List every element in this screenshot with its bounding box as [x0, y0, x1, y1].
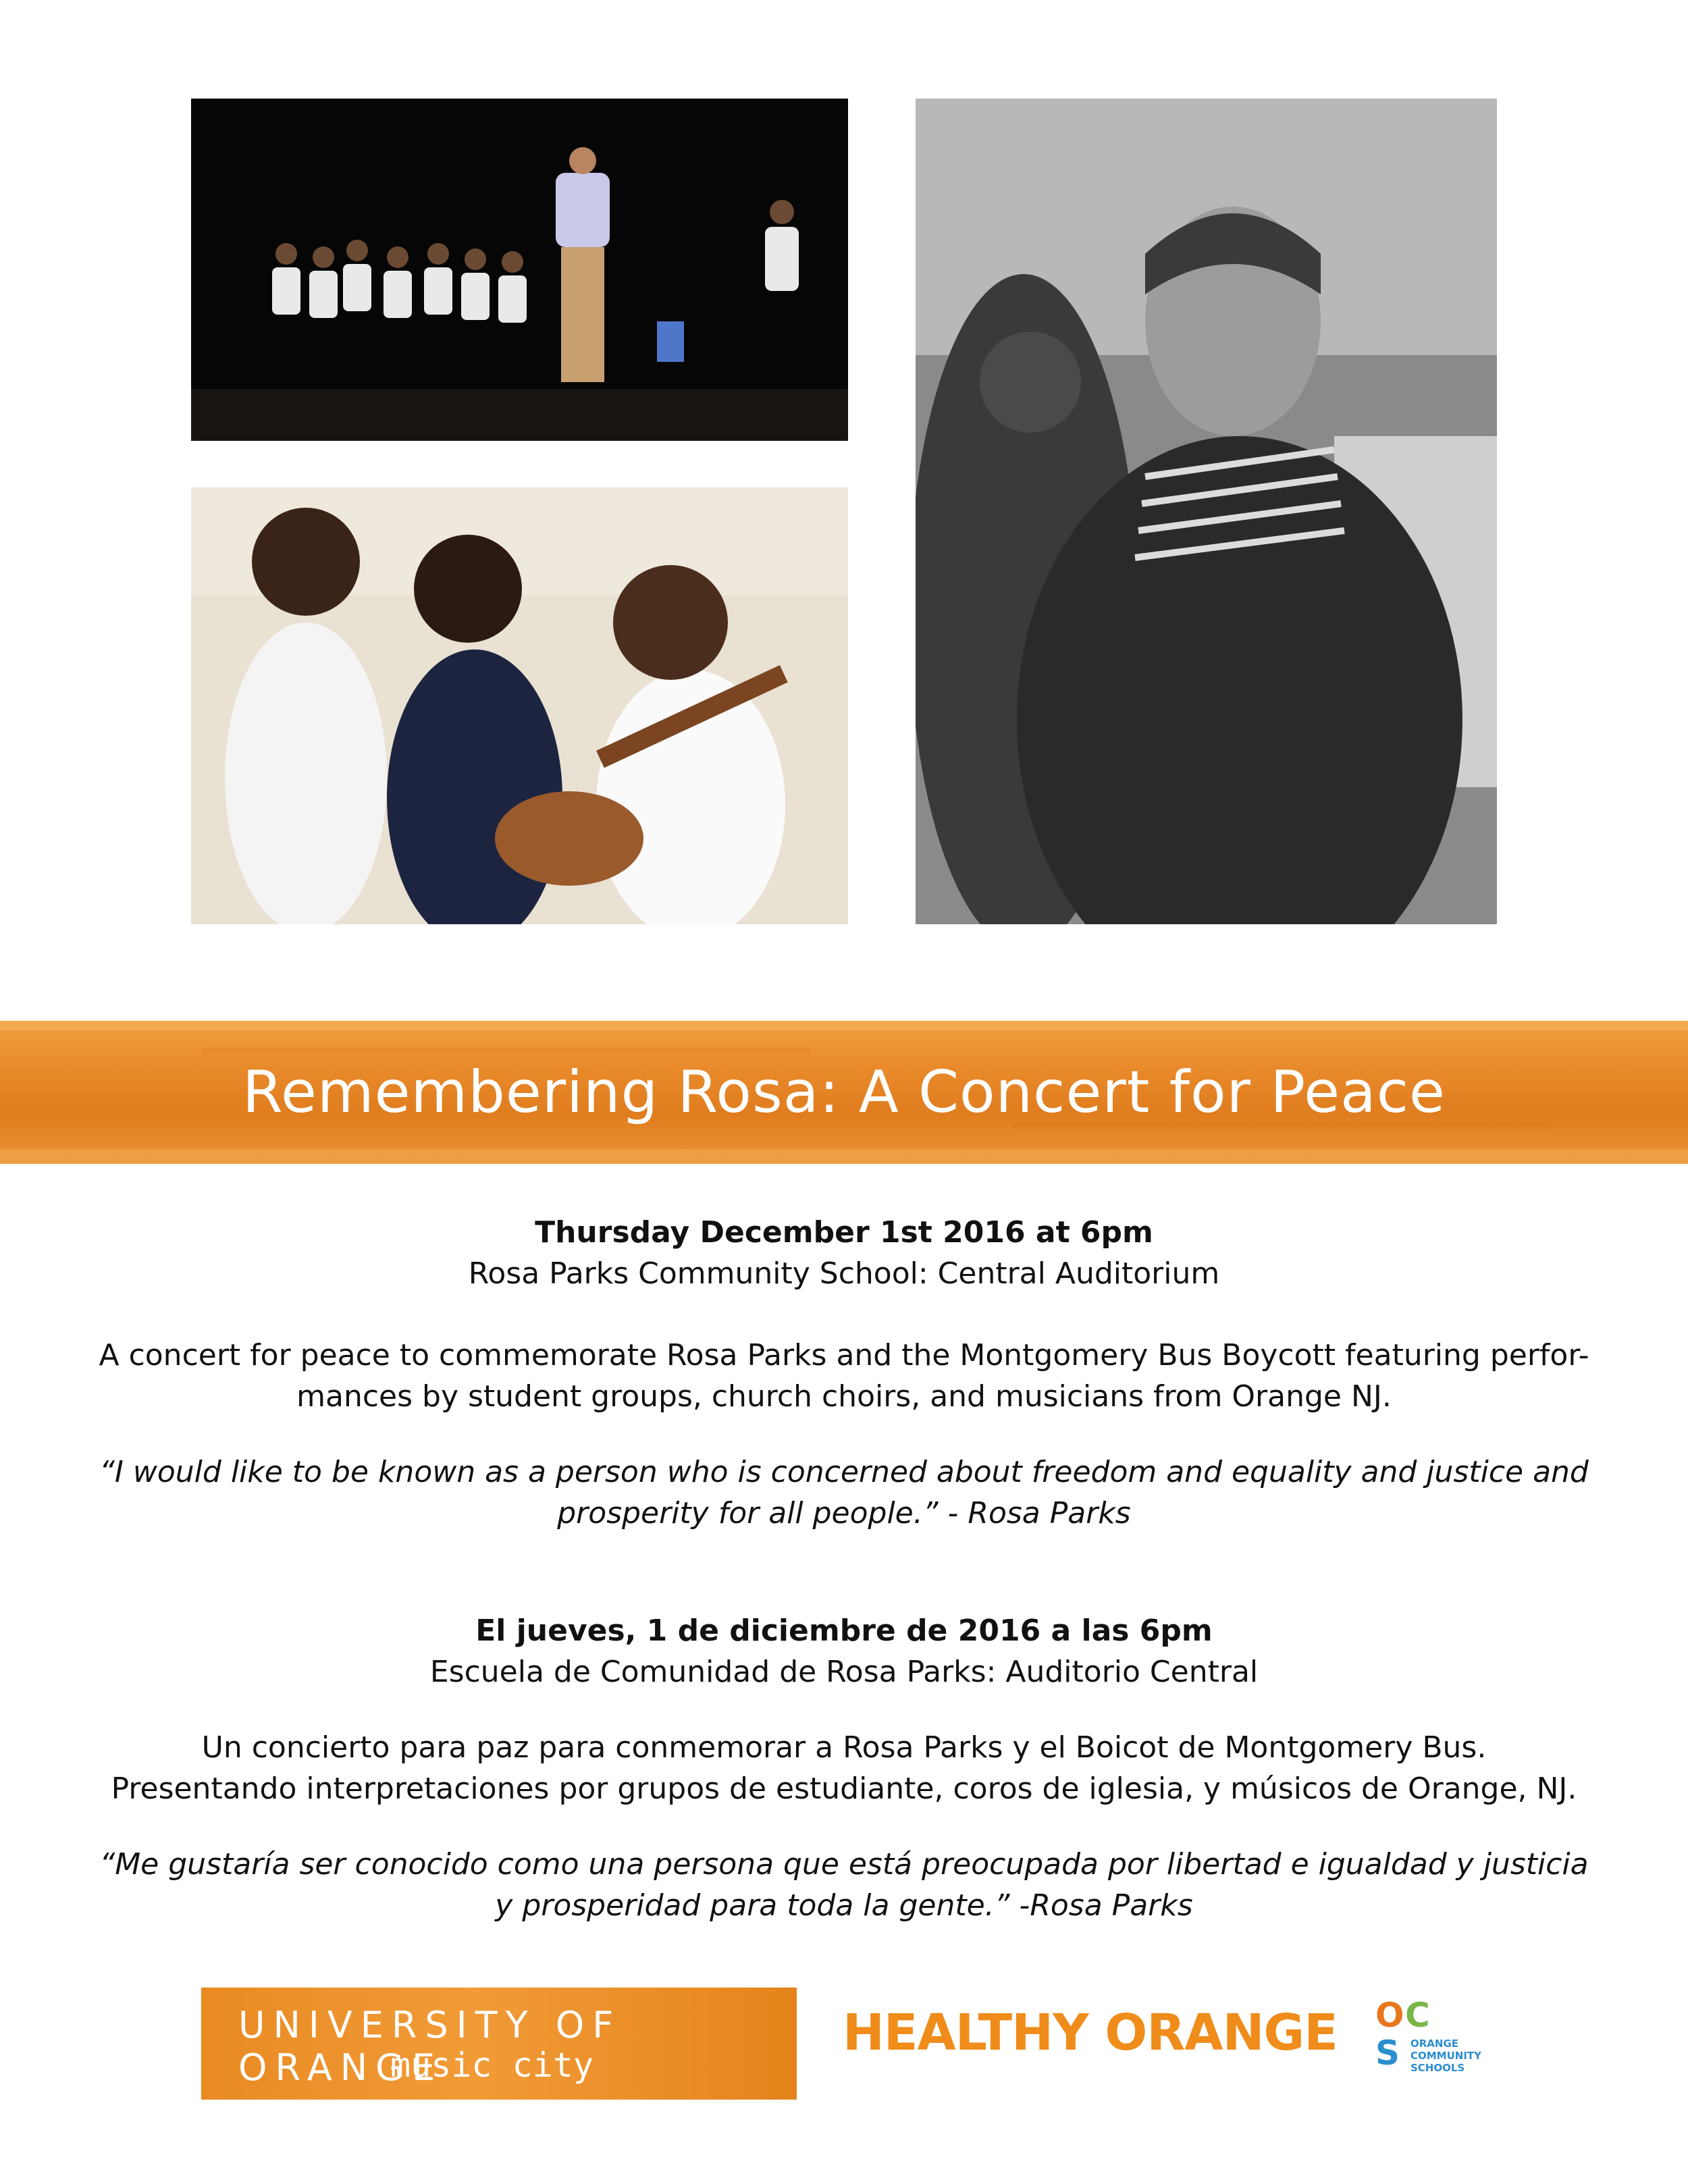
event-date-english: Thursday December 1st 2016 at 6pm	[535, 1215, 1153, 1250]
orange-community-schools-logo	[1375, 1998, 1531, 2100]
university-logo-line1: UNIVERSITY OF ORANGE	[238, 2004, 622, 2089]
ocs-line1: ORANGE	[1410, 2037, 1459, 2050]
photo-children-ukuleles	[191, 487, 848, 924]
university-of-orange-logo	[201, 1988, 797, 2100]
quote-spanish-line1: “Me gustaría ser conocido como una persona que está preocupada por libertad e igualdad y justicia	[99, 1847, 1589, 1882]
quote-spanish-line2: y prosperidad para toda la gente.” -Rosa Parks	[495, 1888, 1193, 1923]
ocs-letter-c: C	[1405, 1996, 1430, 2035]
healthy-orange-logo	[843, 2004, 1338, 2078]
quote-english-line1: “I would like to be known as a person who is concerned about freedom and equality and justice and	[99, 1455, 1589, 1489]
photo-stage-performance	[191, 99, 848, 441]
event-description-english-line2: mances by student groups, church choirs, and musicians from Orange NJ.	[296, 1379, 1392, 1414]
ocs-line2: COMMUNITY	[1410, 2050, 1482, 2062]
ocs-line3: SCHOOLS	[1410, 2062, 1465, 2074]
event-description-spanish-line2: Presentando interpretaciones por grupos de estudiante, coros de iglesia, y músicos de Orange, NJ.	[111, 1772, 1577, 1806]
quote-english-line2: prosperity for all people.” - Rosa Parks	[557, 1496, 1131, 1530]
event-description-english-line1: A concert for peace to commemorate Rosa Parks and the Montgomery Bus Boycott featuring perfor-	[99, 1338, 1589, 1373]
healthy-orange-text: HEALTHY ORANGE	[843, 2004, 1338, 2062]
event-venue-english: Rosa Parks Community School: Central Auditorium	[468, 1256, 1220, 1291]
event-description-spanish-line1: Un concierto para paz para conmemorar a Rosa Parks y el Boicot de Montgomery Bus.	[201, 1730, 1487, 1765]
photo-rosa-parks-portrait	[916, 99, 1497, 924]
page-title: Remembering Rosa: A Concert for Peace	[242, 1059, 1446, 1126]
event-venue-spanish: Escuela de Comunidad de Rosa Parks: Auditorio Central	[429, 1655, 1259, 1689]
title-banner	[0, 1021, 1688, 1164]
event-date-spanish: El jueves, 1 de diciembre de 2016 a las 6pm	[475, 1614, 1213, 1648]
ocs-letter-o: O	[1375, 1996, 1404, 2035]
ocs-letter-s: S	[1375, 2033, 1400, 2073]
university-logo-line2: music city	[390, 2046, 594, 2085]
